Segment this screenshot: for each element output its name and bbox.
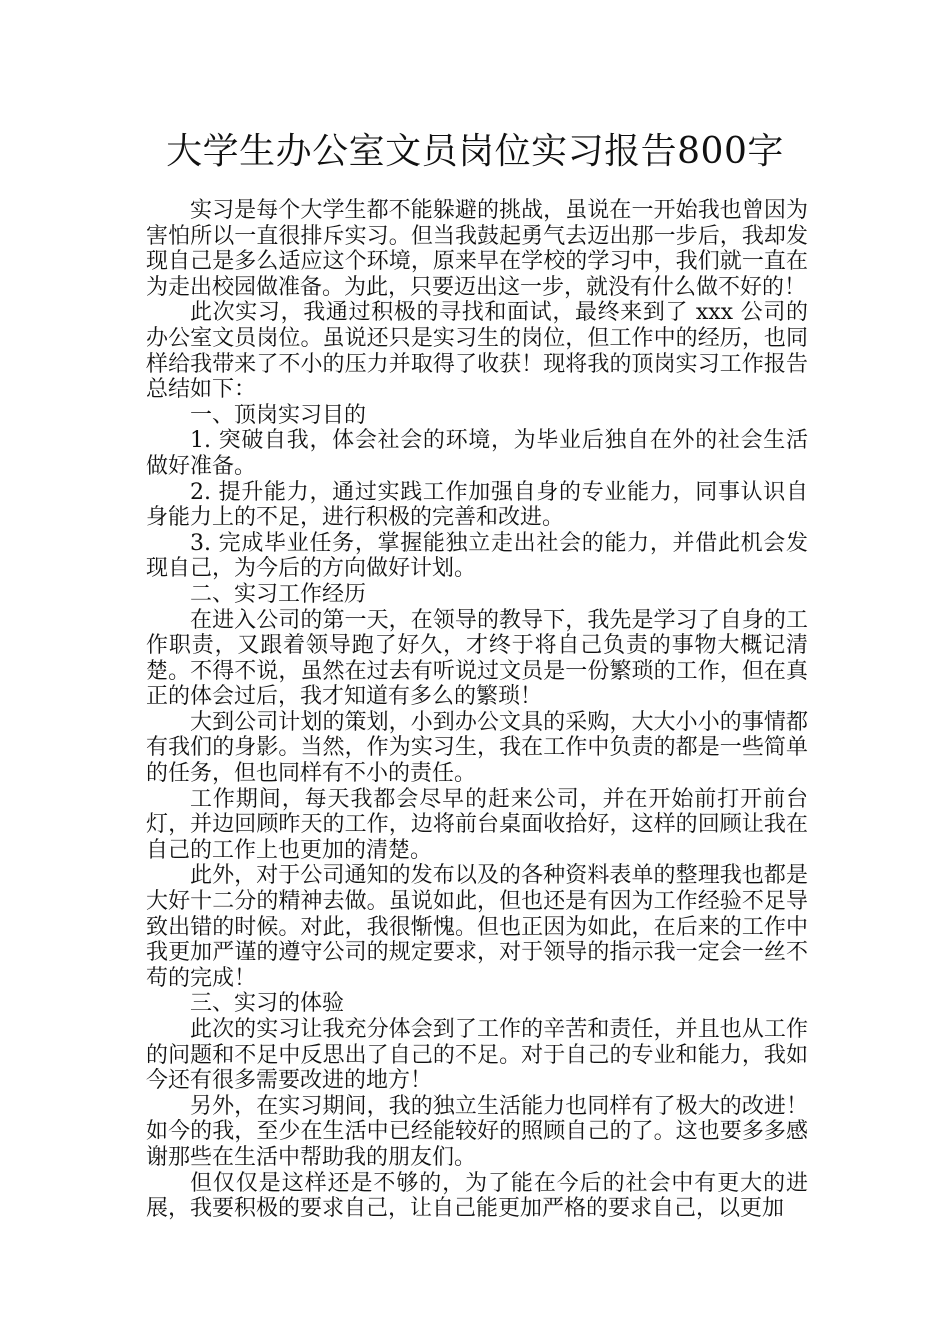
paragraph: 此次实习，我通过积极的寻找和面试，最终来到了 xxx 公司的办公室文员岗位。虽说还只是实习生的岗位，但工作中的经历，也同样给我带来了不小的压力并取得了收获！现将我的顶岗实习工作报告总结如下： [146, 300, 808, 403]
list-item: 1. 突破自我，体会社会的环境，为毕业后独自在外的社会生活做好准备。 [146, 428, 808, 479]
list-item: 2. 提升能力，通过实践工作加强自身的专业能力，同事认识自身能力上的不足，进行积极的完善和改进。 [146, 479, 808, 531]
paragraph: 工作期间，每天我都会尽早的赶来公司，并在开始前打开前台灯，并边回顾昨天的工作，边将前台桌面收拾好，这样的回顾让我在自己的工作上也更加的清楚。 [146, 786, 808, 863]
section-heading: 三、实习的体验 [190, 991, 345, 1017]
paragraph: 在进入公司的第一天，在领导的教导下，我先是学习了自身的工作职责，又跟着领导跑了好久，才终于将自己负责的事物大概记清楚。不得不说，虽然在过去有听说过文员是一份繁琐的工作，但在真正的体会过后，我才知道有多么的繁琐！ [146, 607, 808, 710]
paragraph: 此次的实习让我充分体会到了工作的辛苦和责任，并且也从工作的问题和不足中反思出了自己的不足。对于自己的专业和能力，我如今还有很多需要改进的地方！ [146, 1017, 808, 1094]
paragraph: 大到公司计划的策划，小到办公文具的采购，大大小小的事情都有我们的身影。当然，作为实习生，我在工作中负责的都是一些简单的任务，但也同样有不小的责任。 [146, 709, 808, 787]
paragraph: 但仅仅是这样还是不够的，为了能在今后的社会中有更大的进展，我要积极的要求自己，让自己能更加严格的要求自己，以更加 [146, 1170, 808, 1222]
section-heading: 一、顶岗实习目的 [190, 402, 367, 428]
paragraph: 此外，对于公司通知的发布以及的各种资料表单的整理我也都是大好十二分的精神去做。虽说如此，但也还是有因为工作经验不足导致出错的时候。对此，我很惭愧。但也正因为如此，在后来的工作中我更加严谨的遵守公司的规定要求，对于领导的指示我一定会一丝不苟的完成！ [146, 863, 808, 991]
document-title: 大学生办公室文员岗位实习报告800字 [166, 131, 784, 172]
document-body [146, 198, 808, 1222]
paragraph: 另外，在实习期间，我的独立生活能力也同样有了极大的改进！如今的我，至少在生活中已经能较好的照顾自己的了。这也要多多感谢那些在生活中帮助我的朋友们。 [146, 1093, 808, 1170]
list-item: 3. 完成毕业任务，掌握能独立走出社会的能力，并借此机会发现自己，为今后的方向做好计划。 [146, 530, 808, 582]
paragraph: 实习是每个大学生都不能躲避的挑战，虽说在一开始我也曾因为害怕所以一直很排斥实习。但当我鼓起勇气去迈出那一步后，我却发现自己是多么适应这个环境，原来早在学校的学习中，我们就一直在为走出校园做准备。为此，只要迈出这一步，就没有什么做不好的！ [146, 198, 808, 300]
section-heading: 二、实习工作经历 [190, 581, 367, 607]
